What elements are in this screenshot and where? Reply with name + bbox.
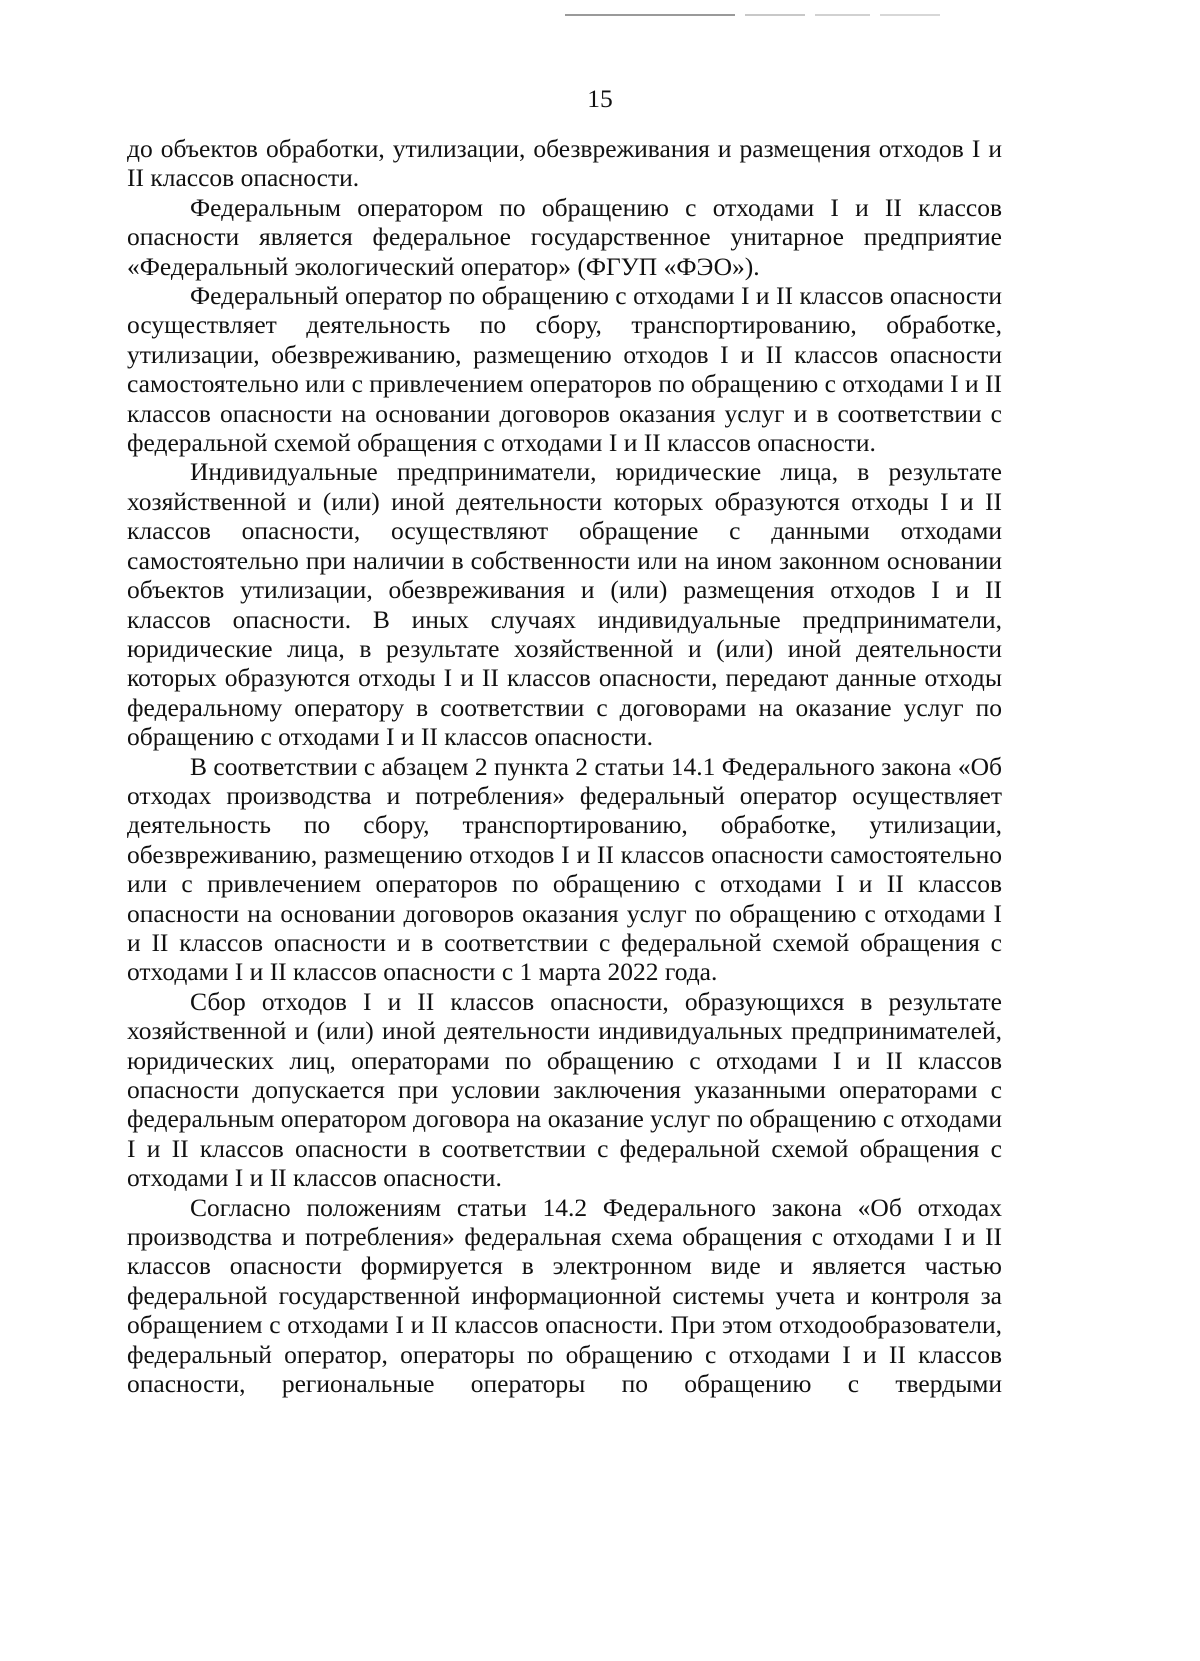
body-paragraph: Согласно положениям статьи 14.2 Федерального закона «Об отходах производства и потребления» федеральная схема обращения с отходами I и II классов опасности формируется в электронном виде и является частью федеральной государственной информационной системы учета и контроля за обращением с отходами I и II классов опасности. При этом отходообразователи, федеральный оператор, операторы по обращению с отходами I и II классов опасности, региональные операторы по обращению с твердыми <box>127 1192 1002 1399</box>
scan-artifact-line <box>815 14 870 16</box>
page-number: 15 <box>587 84 613 113</box>
scan-artifact-line <box>880 14 940 16</box>
body-paragraph: до объектов обработки, утилизации, обезвреживания и размещения отходов I и II классов опасности. <box>127 134 1002 193</box>
scan-artifact-line <box>565 14 735 16</box>
body-paragraph: Федеральный оператор по обращению с отходами I и II классов опасности осуществляет деятельность по сбору, транспортированию, обработке, утилизации, обезвреживанию, размещению отходов I и II классов опасности самостоятельно или с привлечением операторов по обращению с отходами I и II классов опасности на основании договоров оказания услуг и в соответствии с федеральной схемой обращения с отходами I и II классов опасности. <box>127 281 1002 458</box>
body-paragraph: Федеральным оператором по обращению с отходами I и II классов опасности является федеральное государственное унитарное предприятие «Федеральный экологический оператор» (ФГУП «ФЭО»). <box>127 192 1002 281</box>
body-paragraph: Сбор отходов I и II классов опасности, образующихся в результате хозяйственной и (или) иной деятельности индивидуальных предпринимателей, юридических лиц, операторами по обращению с отходами I и II классов опасности допускается при условии заключения указанными операторами с федеральным оператором договора на оказание услуг по обращению с отходами I и II классов опасности в соответствии с федеральной схемой обращения с отходами I и II классов опасности. <box>127 986 1002 1193</box>
document-body <box>127 134 1002 1398</box>
scan-artifact-line <box>745 14 805 16</box>
body-paragraph: В соответствии с абзацем 2 пункта 2 статьи 14.1 Федерального закона «Об отходах производства и потребления» федеральный оператор осуществляет деятельность по сбору, транспортированию, обработке, утилизации, обезвреживанию, размещению отходов I и II классов опасности самостоятельно или с привлечением операторов по обращению с отходами I и II классов опасности на основании договоров оказания услуг по обращению с отходами I и II классов опасности и в соответствии с федеральной схемой обращения с отходами I и II классов опасности с 1 марта 2022 года. <box>127 751 1002 987</box>
body-paragraph: Индивидуальные предприниматели, юридические лица, в результате хозяйственной и (или) иной деятельности которых образуются отходы I и II классов опасности, осуществляют обращение с данными отходами самостоятельно при наличии в собственности или на ином законном основании объектов утилизации, обезвреживания и (или) размещения отходов I и II классов опасности. В иных случаях индивидуальные предприниматели, юридические лица, в результате хозяйственной и (или) иной деятельности которых образуются отходы I и II классов опасности, передают данные отходы федеральному оператору в соответствии с договорами на оказание услуг по обращению с отходами I и II классов опасности. <box>127 457 1002 752</box>
